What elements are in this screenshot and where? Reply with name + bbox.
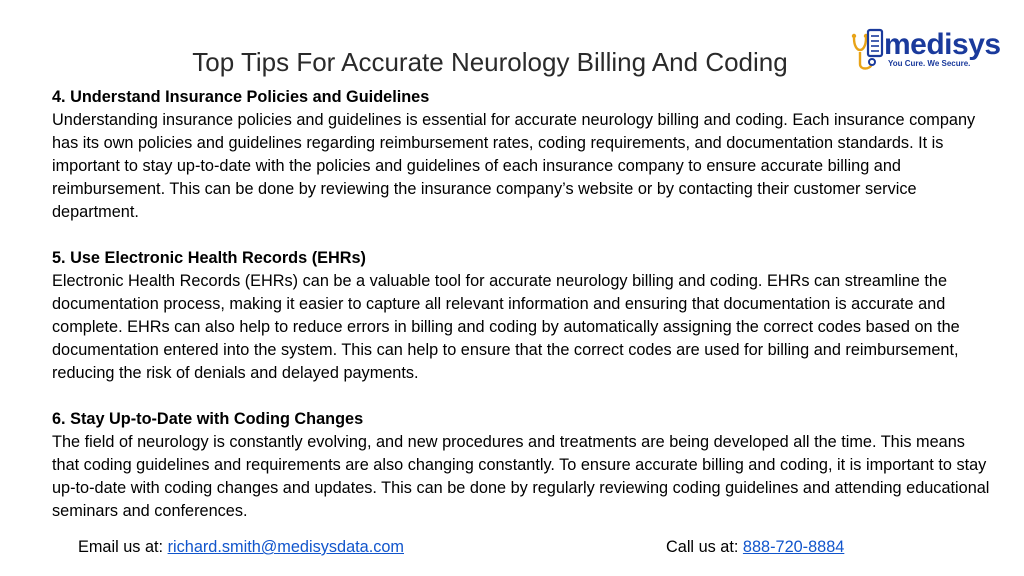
footer	[0, 538, 1024, 562]
phone-link[interactable]: 888-720-8884	[742, 538, 845, 556]
section-coding-changes	[52, 408, 992, 523]
phone-label: Call us at:	[666, 538, 743, 556]
page-title: Top Tips For Accurate Neurology Billing And Coding	[192, 47, 788, 78]
section-insurance-policies	[52, 86, 992, 224]
section-heading: 5. Use Electronic Health Records (EHRs)	[52, 249, 366, 267]
section-body: The field of neurology is constantly evolving, and new procedures and treatments are being developed all the time. This means that coding guidelines and requirements are also changing constantly. To ensure accurate billing and coding, it is important to stay up-to-date with coding changes and updates. This can be done by regularly reviewing coding guidelines and attending educational seminars and conferences.	[52, 433, 990, 520]
logo-wordmark: medisys	[884, 28, 1001, 61]
email-label: Email us at:	[78, 538, 168, 556]
section-body: Understanding insurance policies and guidelines is essential for accurate neurology billing and coding. Each insurance company has its own policies and guidelines regarding reimbursement rates, coding requirements, and documentation standards. It is important to stay up-to-date with the policies and guidelines of each insurance company to ensure accurate billing and reimbursement. This can be done by reviewing the insurance company’s website or by contacting their customer service department.	[52, 111, 976, 221]
email-link[interactable]: richard.smith@medisysdata.com	[167, 538, 404, 556]
medisys-logo	[848, 24, 1001, 76]
footer-email	[78, 538, 404, 557]
footer-phone	[666, 538, 844, 557]
section-heading: 4. Understand Insurance Policies and Guidelines	[52, 88, 430, 106]
logo-tagline: You Cure. We Secure.	[888, 59, 971, 68]
section-ehrs	[52, 247, 992, 385]
section-body: Electronic Health Records (EHRs) can be a valuable tool for accurate neurology billing and coding. EHRs can streamline the documentation process, making it easier to capture all relevant information and ensuring that documentation is accurate and complete. EHRs can also help to reduce errors in billing and coding by automatically assigning the correct codes based on the documentation entered into the system. This can help to ensure that the correct codes are used for billing and reimbursement, reducing the risk of denials and delayed payments.	[52, 272, 960, 382]
content-body	[52, 86, 992, 546]
section-heading: 6. Stay Up-to-Date with Coding Changes	[52, 410, 364, 428]
